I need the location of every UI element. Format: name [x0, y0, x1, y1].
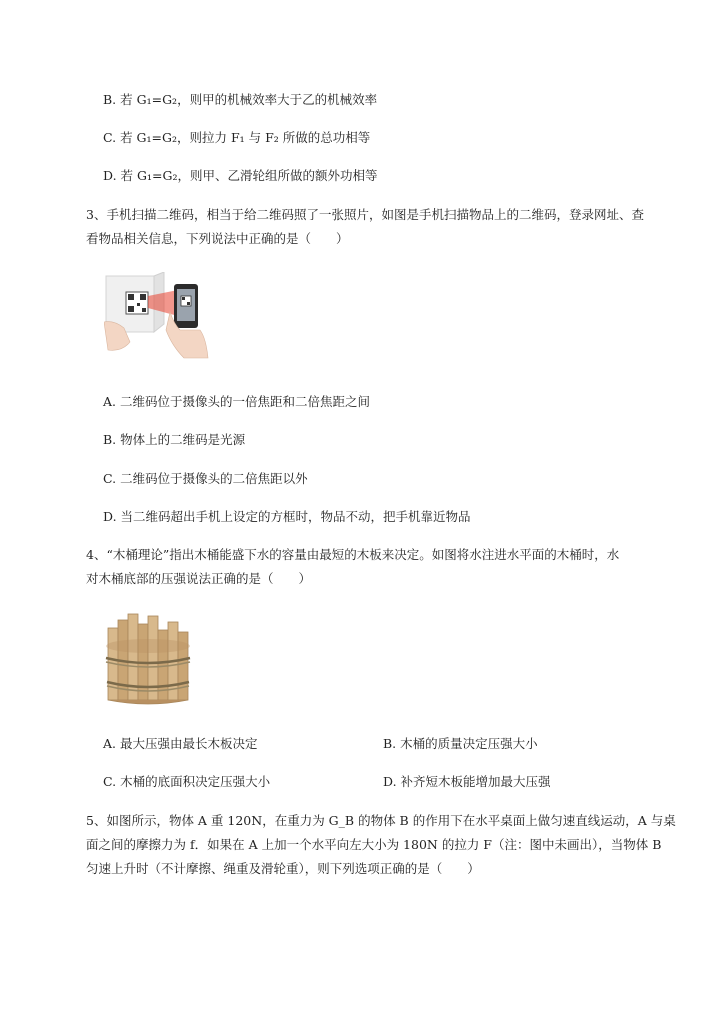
wooden-bucket-image	[102, 612, 194, 708]
q3-stem-line1: 3、手机扫描二维码，相当于给二维码照了一张照片，如图是手机扫描物品上的二维码，登录网址、查	[86, 207, 644, 222]
wooden-bucket-icon	[106, 614, 190, 704]
q4-option-b: B. 木桶的质量决定压强大小	[383, 736, 538, 751]
q4-option-a: A. 最大压强由最长木板决定	[103, 736, 258, 751]
q5-stem-line1: 5、如图所示，物体 A 重 120N，在重力为 G_B 的物体 B 的作用下在水平桌面上做匀速直线运动，A 与桌	[86, 813, 676, 828]
q4-option-c: C. 木桶的底面积决定压强大小	[103, 774, 271, 789]
q2-option-d: D. 若 G₁=G₂，则甲、乙滑轮组所做的额外功相等	[103, 168, 378, 183]
q3-stem-line2: 看物品相关信息，下列说法中正确的是（ ）	[86, 231, 349, 246]
q5-stem-line3: 匀速上升时（不计摩擦、绳重及滑轮重），则下列选项正确的是（ ）	[86, 861, 480, 876]
q4-stem-line2: 对木桶底部的压强说法正确的是（ ）	[86, 571, 312, 586]
q4-stem-line1: 4、“木桶理论”指出木桶能盛下水的容量由最短的木板来决定。如图将水注进水平面的木桶时，水	[86, 547, 620, 562]
q3-option-d: D. 当二维码超出手机上设定的方框时，物品不动，把手机靠近物品	[103, 509, 471, 524]
q4-option-d: D. 补齐短木板能增加最大压强	[383, 774, 551, 789]
q2-option-c: C. 若 G₁=G₂，则拉力 F₁ 与 F₂ 所做的总功相等	[103, 130, 371, 145]
qr-code-icon	[126, 292, 148, 314]
q3-option-b: B. 物体上的二维码是光源	[103, 432, 246, 447]
q3-option-c: C. 二维码位于摄像头的二倍焦距以外	[103, 471, 308, 486]
phone-scanning-qr-image	[104, 272, 212, 360]
q3-option-a: A. 二维码位于摄像头的一倍焦距和二倍焦距之间	[103, 394, 370, 409]
q5-stem-line2: 面之间的摩擦力为 f．如果在 A 上加一个水平向左大小为 180N 的拉力 F（注：图中未画出），当物体 B	[86, 837, 662, 852]
q2-option-b: B. 若 G₁=G₂，则甲的机械效率大于乙的机械效率	[103, 92, 378, 107]
